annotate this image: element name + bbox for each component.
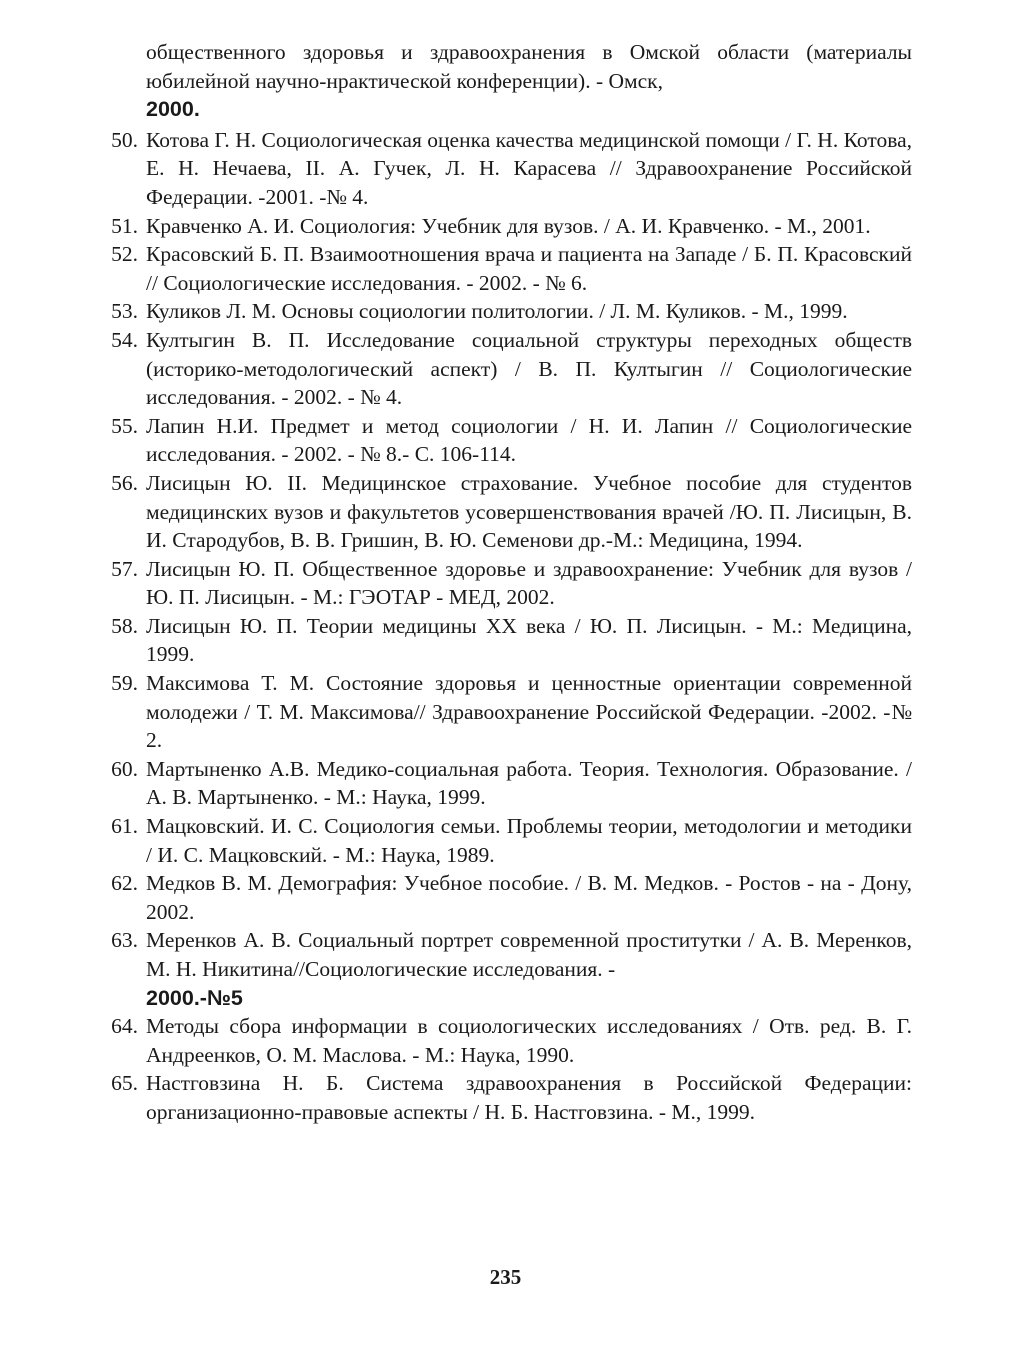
reference-text: Кравченко А. И. Социология: Учебник для вузов. / А. И. Кравченко. - М., 2001. [146, 213, 871, 238]
reference-number: 51. [111, 213, 138, 238]
reference-item [96, 326, 912, 412]
reference-item [96, 1012, 912, 1069]
reference-text: Куликов Л. М. Основы социологии политологии. / Л. М. Куликов. - М., 1999. [146, 299, 848, 324]
page-number: 235 [489, 1265, 522, 1289]
reference-text: Лапин Н.И. Предмет и метод социологии / Н. И. Лапин // Социологические исследования. - 2002. - № 8.- С. 106-114. [146, 413, 912, 467]
reference-text: Максимова Т. М. Состояние здоровья и ценностные ориентации современной молодежи / Т. М. Максимова// Здравоохранение Российской Федерации. -2002. -№ 2. [146, 671, 912, 753]
reference-item [96, 38, 912, 124]
reference-text: Медков В. М. Демография: Учебное пособие. / В. М. Медков. - Ростов - на - Дону, 2002. [146, 871, 912, 924]
reference-text: Лисицын Ю. II. Медицинское страхование. Учебное пособие для студентов медицинских вузов и факультетов усовершенствования врачей /Ю. П. Лисицын, В. И. Стародубов, В. В. Гришин, В. Ю. Семенови др.-М.: Медицина, 1994. [146, 470, 912, 553]
reference-number: 60. [111, 756, 138, 781]
reference-item [96, 212, 912, 241]
reference-item [96, 669, 912, 755]
reference-text: Мартыненко А.В. Медико-социальная работа. Теория. Технология. Образование. / А. В. Мартыненко. - М.: Наука, 1999. [146, 756, 912, 810]
reference-text: Методы сбора информации в социологических исследованиях / Отв. ред. В. Г. Андреенков, О. М. Маслова. - М.: Наука, 1990. [146, 1014, 912, 1067]
reference-number: 65. [111, 1071, 138, 1096]
reference-number: 62. [111, 871, 138, 896]
reference-item [96, 240, 912, 297]
reference-number: 63. [111, 928, 138, 953]
reference-item [96, 469, 912, 555]
reference-number: 58. [111, 613, 138, 638]
reference-bold-tail: 2000. [146, 97, 200, 122]
reference-list [96, 38, 912, 1127]
reference-number: 55. [111, 413, 138, 438]
reference-number: 54. [111, 327, 138, 352]
reference-text: Меренков А. В. Социальный портрет современной проститутки / А. В. Меренков, М. Н. Никитина//Социологические исследования. - [146, 928, 912, 981]
reference-text: общественного здоровья и здравоохранения в Омской области (материалы юбилейной научно-нрактической конференции). - Омск, [146, 40, 912, 93]
reference-item [96, 926, 912, 1012]
reference-number: 52. [111, 242, 138, 267]
reference-text: Красовский Б. П. Взаимоотношения врача и пациента на Западе / Б. П. Красовский // Социологические исследования. - 2002. - № 6. [146, 242, 912, 295]
reference-item [96, 412, 912, 469]
reference-number: 64. [111, 1014, 138, 1039]
reference-text: Котова Г. Н. Социологическая оценка качества медицинской помощи / Г. Н. Котова, Е. Н. Нечаева, II. А. Гучек, Л. Н. Карасева // Здравоохранение Российской Федерации. -2001. -№ 4. [146, 127, 912, 209]
reference-number: 57. [111, 556, 138, 581]
reference-item [96, 126, 912, 212]
reference-text: Мацковский. И. С. Социология семьи. Проблемы теории, методологии и методики / И. С. Мацковский. - М.: Наука, 1989. [146, 814, 912, 867]
reference-number: 56. [111, 470, 138, 495]
reference-item [96, 755, 912, 812]
reference-item [96, 555, 912, 612]
reference-item [96, 812, 912, 869]
reference-text: Култыгин В. П. Исследование социальной структуры переходных обществ (историко-методологический аспект) / В. П. Култыгин // Социологические исследования. - 2002. - № 4. [146, 327, 912, 410]
reference-item [96, 612, 912, 669]
reference-number: 50. [111, 127, 138, 152]
reference-text: Лисицын Ю. П. Общественное здоровье и здравоохранение: Учебник для вузов /Ю. П. Лисицын. - М.: ГЭОТАР - МЕД, 2002. [146, 556, 912, 610]
reference-item [96, 1069, 912, 1126]
reference-number: 53. [111, 299, 138, 324]
reference-bold-tail: 2000.-№5 [146, 985, 243, 1010]
reference-item [96, 869, 912, 926]
reference-item [96, 297, 912, 326]
reference-text: Настговзина Н. Б. Система здравоохранения в Российской Федерации: организационно-правовые аспекты / Н. Б. Настговзина. - М., 1999. [146, 1071, 912, 1124]
reference-number: 59. [111, 671, 138, 696]
reference-text: Лисицын Ю. П. Теории медицины XX века / Ю. П. Лисицын. - М.: Медицина, 1999. [146, 613, 912, 667]
reference-number: 61. [111, 814, 138, 839]
